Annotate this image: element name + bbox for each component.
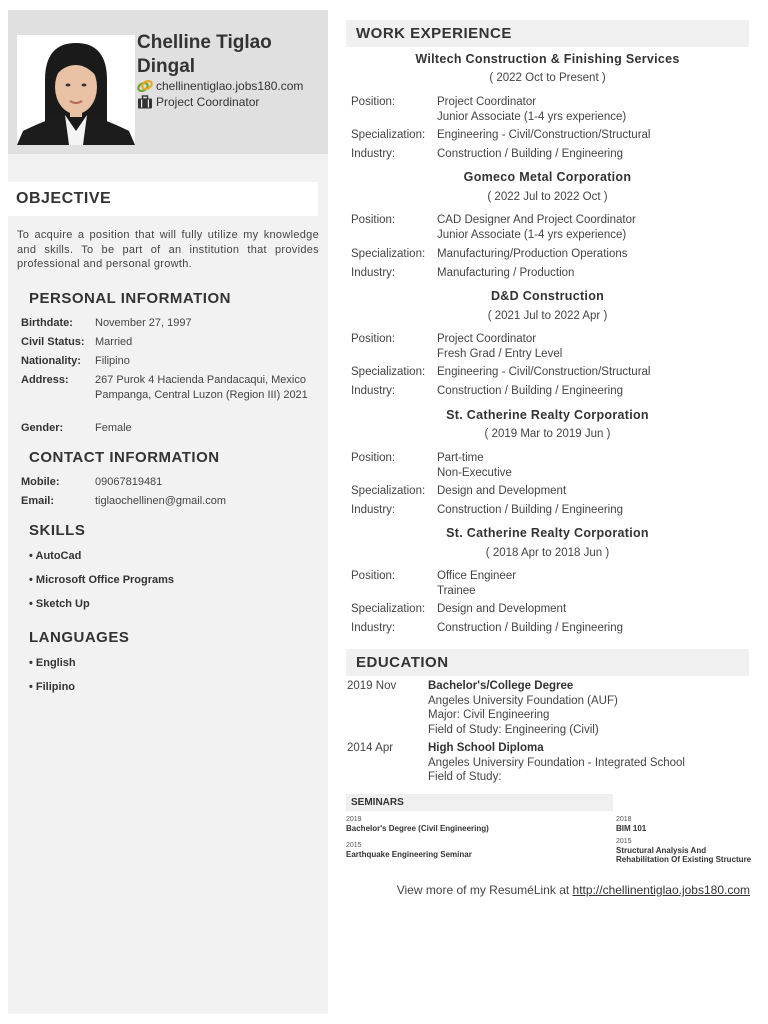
education-heading: EDUCATION <box>356 654 449 671</box>
profile-photo <box>17 35 135 145</box>
info-value: Filipino <box>95 355 130 367</box>
education-heading-bar <box>346 649 749 676</box>
language-item: • Filipino <box>29 681 76 693</box>
profile-link[interactable]: chellinentiglao.jobs180.com <box>156 79 304 93</box>
job-label: Position: <box>351 96 396 108</box>
job-industry-row <box>351 147 747 162</box>
job-label: Position: <box>351 333 396 345</box>
current-position-line <box>137 95 259 109</box>
info-row-gender <box>21 421 325 436</box>
info-value: Married <box>95 336 133 348</box>
education-school: Angeles University Foundation (AUF) <box>428 694 618 707</box>
language-item: • English <box>29 657 76 669</box>
contact-label: Mobile: <box>21 476 60 488</box>
current-position: Project Coordinator <box>156 95 260 109</box>
job-dates: ( 2021 Jul to 2022 Apr ) <box>487 310 608 322</box>
skill-item: • Sketch Up <box>29 598 90 610</box>
job-level: Trainee <box>437 584 476 597</box>
job-industry: Construction / Building / Engineering <box>437 385 624 397</box>
resume-link-footer <box>397 883 750 897</box>
job-position-row <box>351 451 747 480</box>
job-industry-row <box>351 503 747 518</box>
contact-info-heading: CONTACT INFORMATION <box>29 449 220 466</box>
objective-heading: OBJECTIVE <box>16 190 112 207</box>
info-row-nationality <box>21 354 325 369</box>
job-position: CAD Designer And Project Coordinator <box>437 214 636 226</box>
seminar-name: Bachelor's Degree (Civil Engineering) <box>346 824 489 833</box>
info-row-address <box>21 373 319 402</box>
job-position: Project Coordinator <box>437 333 537 345</box>
job-level: Junior Associate (1-4 yrs experience) <box>437 228 627 241</box>
job-dates: ( 2022 Jul to 2022 Oct ) <box>487 191 608 203</box>
work-experience-heading-bar <box>346 20 749 47</box>
footer-text: View more of my ResuméLink at <box>396 883 570 897</box>
seminars-heading-bar <box>346 794 613 811</box>
job-specialization-row <box>351 247 747 262</box>
contact-label: Email: <box>21 495 55 507</box>
info-label: Address: <box>21 374 69 386</box>
seminar-year: 2018 <box>616 816 632 823</box>
job-label: Specialization: <box>351 603 426 615</box>
job-label: Industry: <box>351 622 396 634</box>
job-level: Non-Executive <box>437 466 512 479</box>
job-specialization: Manufacturing/Production Operations <box>437 248 628 260</box>
briefcase-icon <box>137 95 153 109</box>
job-position-row <box>351 332 747 361</box>
job-label: Position: <box>351 214 396 226</box>
objective-heading-bar <box>8 182 318 216</box>
profile-header <box>8 10 328 154</box>
link-icon <box>137 79 153 93</box>
education-field: Field of Study: <box>428 771 502 783</box>
job-dates: ( 2019 Mar to 2019 Jun ) <box>484 428 611 440</box>
job-position-row <box>351 569 747 598</box>
info-label: Gender: <box>21 422 64 434</box>
contact-value: 09067819481 <box>95 476 163 488</box>
education-date: 2014 Apr <box>347 742 394 754</box>
skill-item: • Microsoft Office Programs <box>29 574 175 586</box>
job-company: Wiltech Construction & Finishing Services <box>415 52 680 66</box>
info-label: Birthdate: <box>21 317 73 329</box>
seminar-name: Earthquake Engineering Seminar <box>346 850 472 859</box>
education-degree: Bachelor's/College Degree <box>428 680 574 692</box>
info-value: 267 Purok 4 Hacienda Pandacaqui, Mexico Pampanga, Central Luzon (Region III) 2021 <box>95 374 308 401</box>
job-industry-row <box>351 621 747 636</box>
job-specialization: Design and Development <box>437 485 567 497</box>
seminars-heading: SEMINARS <box>351 797 404 808</box>
job-label: Specialization: <box>351 129 426 141</box>
resume-link[interactable]: http://chellinentiglao.jobs180.com <box>572 883 750 897</box>
objective-text: To acquire a position that will fully utilize my knowledge and skills. To be part of an institution that provides professional and personal growth. <box>17 229 319 270</box>
job-label: Industry: <box>351 267 396 279</box>
info-value: November 27, 1997 <box>95 317 192 329</box>
job-specialization-row <box>351 602 747 617</box>
education-item <box>347 679 618 737</box>
job-specialization-row <box>351 128 747 143</box>
work-experience-heading: WORK EXPERIENCE <box>356 25 512 42</box>
info-value: Female <box>95 422 132 434</box>
personal-info-heading: PERSONAL INFORMATION <box>29 290 231 307</box>
job-level: Junior Associate (1-4 yrs experience) <box>437 110 627 123</box>
languages-heading: LANGUAGES <box>29 629 130 646</box>
seminar-item <box>346 841 606 859</box>
job-company: Gomeco Metal Corporation <box>463 170 632 184</box>
job-label: Specialization: <box>351 248 426 260</box>
contact-row-mobile <box>21 475 325 490</box>
education-item <box>347 741 685 785</box>
job-position: Project Coordinator <box>437 96 537 108</box>
job-position-row <box>351 95 747 124</box>
job-label: Industry: <box>351 148 396 160</box>
seminar-year: 2015 <box>346 842 362 849</box>
contact-value: tiglaochellinen@gmail.com <box>95 495 227 507</box>
job-industry-row <box>351 266 747 281</box>
education-field: Field of Study: Engineering (Civil) <box>428 723 599 736</box>
job-label: Specialization: <box>351 366 426 378</box>
education-school: Angeles Universiry Foundation - Integrated School <box>428 756 685 769</box>
job-specialization: Engineering - Civil/Construction/Structural <box>437 366 651 378</box>
job-position: Office Engineer <box>437 570 517 582</box>
profile-link-line[interactable] <box>137 79 303 93</box>
job-industry: Manufacturing / Production <box>437 267 575 279</box>
education-major: Major: Civil Engineering <box>428 709 550 721</box>
education-date: 2019 Nov <box>347 680 397 692</box>
seminar-year: 2015 <box>616 838 632 845</box>
job-dates: ( 2018 Apr to 2018 Jun ) <box>485 547 610 559</box>
skills-heading: SKILLS <box>29 522 86 539</box>
left-column <box>8 10 328 1014</box>
job-label: Industry: <box>351 385 396 397</box>
info-row-civil-status <box>21 335 325 350</box>
contact-row-email <box>21 494 325 509</box>
job-specialization: Design and Development <box>437 603 567 615</box>
job-label: Position: <box>351 570 396 582</box>
info-label: Nationality: <box>21 355 81 367</box>
job-position: Part-time <box>437 452 484 464</box>
seminar-name: Structural Analysis And Rehabilitation Of Existing Structure <box>616 846 752 864</box>
job-industry: Construction / Building / Engineering <box>437 148 624 160</box>
seminar-item <box>616 837 756 864</box>
seminar-name: BIM 101 <box>616 824 647 833</box>
job-company: St. Catherine Realty Corporation <box>446 408 649 422</box>
seminar-year: 2019 <box>346 816 362 823</box>
skill-item: • AutoCad <box>29 550 82 562</box>
job-industry-row <box>351 384 747 399</box>
job-industry: Construction / Building / Engineering <box>437 504 624 516</box>
job-specialization-row <box>351 365 747 380</box>
job-company: St. Catherine Realty Corporation <box>446 526 649 540</box>
info-row-birthdate <box>21 316 325 331</box>
job-specialization-row <box>351 484 747 499</box>
candidate-name: Chelline Tiglao Dingal <box>137 32 272 77</box>
job-level: Fresh Grad / Entry Level <box>437 347 563 360</box>
job-label: Specialization: <box>351 485 426 497</box>
info-label: Civil Status: <box>21 336 85 348</box>
job-company: D&D Construction <box>490 289 605 303</box>
seminar-item <box>616 815 756 833</box>
job-label: Industry: <box>351 504 396 516</box>
job-dates: ( 2022 Oct to Present ) <box>489 72 606 84</box>
seminar-item <box>346 815 606 833</box>
job-label: Position: <box>351 452 396 464</box>
job-position-row <box>351 213 747 242</box>
job-specialization: Engineering - Civil/Construction/Structural <box>437 129 651 141</box>
job-industry: Construction / Building / Engineering <box>437 622 624 634</box>
education-degree: High School Diploma <box>428 742 544 754</box>
